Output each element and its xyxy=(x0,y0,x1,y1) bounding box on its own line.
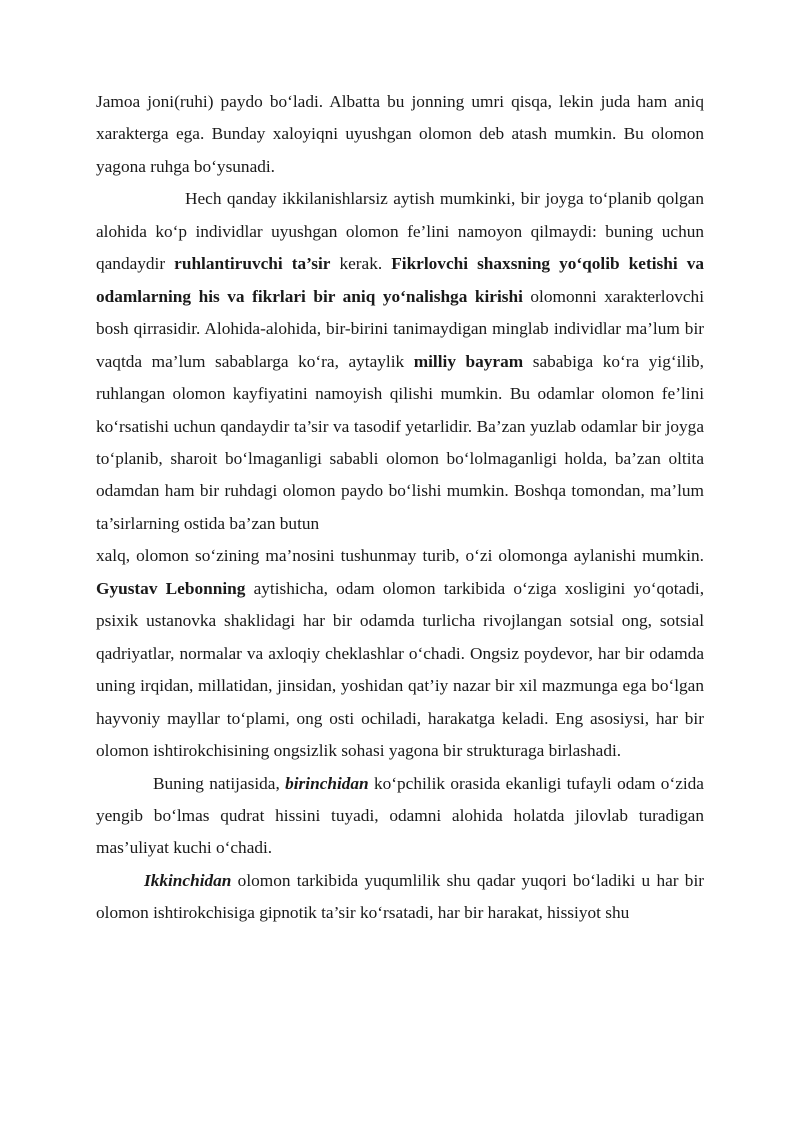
bold-term-ruhlantiruvchi: ruhlantiruvchi ta’sir xyxy=(174,254,331,274)
paragraph-2-text-b: kerak. xyxy=(330,254,392,274)
paragraph-4 xyxy=(96,865,704,930)
paragraph-4-text: olomon tarkibida yuqumlilik shu qadar yuqori bo‘ladiki u har bir olomon ishtirokchisiga gipnotik ta’sir ko‘rsatadi, har bir harakat, hissiyot shu xyxy=(96,870,704,923)
paragraph-2-text-a: Hech qanday ikkilanishlarsiz aytish mumkinki, bir joyga to‘planib qolgan alohida ko‘p individlar uyushgan olomon fe’lini namoyon qilmaydi: buning uchun qandaydir xyxy=(96,189,704,274)
bold-term-milliy-bayram: milliy bayram xyxy=(413,351,524,371)
paragraph-2-text-d: sababiga ko‘ra yig‘ilib, ruhlangan olomon kayfiyatini namoyish qilishi mumkin. Bu odamlar olomon fe’lini ko‘rsatishi uchun qandaydir ta’sir va tasodif yetarlidir. Ba’zan yuzlab odamlar bir joyga to‘planib, sharoit bo‘lmaganligi sababli olomon bo‘lolmaganligi holda, ba’zan oltita odamdan ham bir ruhdagi olomon paydo bo‘lishi mumkin. Boshqa tomondan, ma’lum ta’sirlarning ostida ba’zan butun xyxy=(96,351,704,533)
paragraph-3-text-b: ko‘pchilik orasida ekanligi tufayli odam o‘zida yengib bo‘lmas qudrat hissini tuyadi, odamni alohida holatda jilovlab turadigan mas’uliyat kuchi o‘chadi. xyxy=(96,773,704,858)
bold-italic-birinchidan: birinchidan xyxy=(285,773,369,793)
paragraph-2-text-c: olomonni xarakterlovchi bosh qirrasidir. Alohida-alohida, bir-birini tanimaydigan minglab individlar ma’lum bir vaqtda ma’lum sabablarga ko‘ra, aytaylik xyxy=(96,286,704,371)
paragraph-1-text: Jamoa joni(ruhi) paydo bo‘ladi. Albatta bu jonning umri qisqa, lekin juda ham aniq xarakterga ega. Bunday xaloyiqni uyushgan olomon deb atash mumkin. Bu olomon yagona ruhga bo‘ysunadi. xyxy=(96,92,704,176)
bold-phrase-fikrlovchi: Fikrlovchi shaxsning yo‘qolib ketishi va odamlarning his va fikrlari bir aniq yo‘nalishga kirishi xyxy=(96,254,704,306)
paragraph-2-text-e: xalq, olomon so‘zining ma’nosini tushunmay turib, o‘zi olomonga aylanishi mumkin. xyxy=(96,546,704,566)
paragraph-2 xyxy=(96,183,704,767)
paragraph-3-text-a: Buning natijasida, xyxy=(153,773,286,793)
paragraph-3 xyxy=(96,768,704,865)
bold-name-lebon: Gyustav Lebonning xyxy=(96,578,246,598)
paragraph-2-text-f: aytishicha, odam olomon tarkibida o‘ziga xosligini yo‘qotadi, psixik ustanovka shaklidagi har bir odamda turlicha rivojlangan sotsial ong, sotsial qadriyatlar, normalar va axloqiy cheklashlar o‘chadi. Ongsiz poydevor, har bir odamda uning irqidan, millatidan, jinsidan, yoshidan qat’iy nazar bir xil mazmunga ega bo‘lgan hayvoniy mayllar to‘plami, ong osti ochiladi, harakatga keladi. Eng asosiysi, har bir olomon ishtirokchisining ongsizlik sohasi yagona bir strukturaga birlashadi. xyxy=(96,578,705,761)
document-page xyxy=(96,86,704,930)
paragraph-1 xyxy=(96,86,704,183)
bold-italic-ikkinchidan: Ikkinchidan xyxy=(144,870,232,890)
